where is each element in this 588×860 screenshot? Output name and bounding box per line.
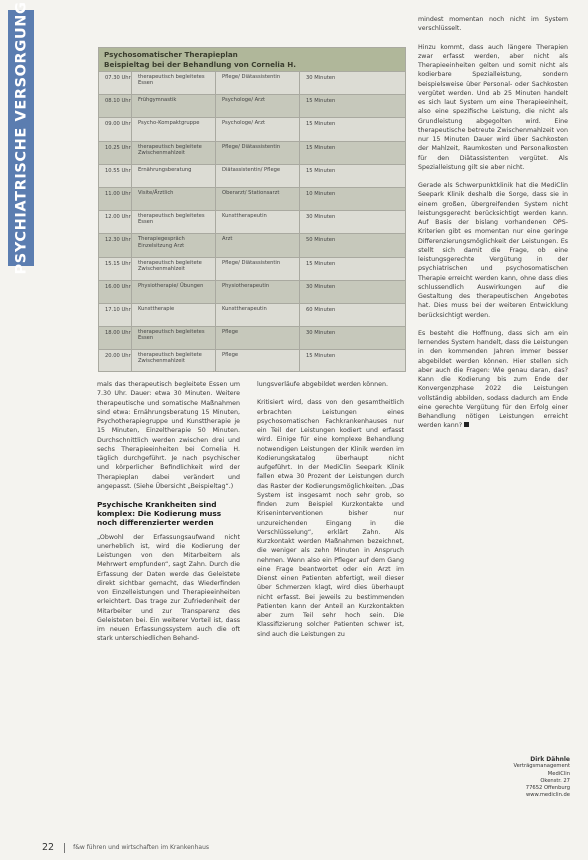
schedule-activity: therapeutisch begleitetes Essen	[132, 327, 216, 349]
schedule-row	[99, 233, 405, 256]
schedule-duration: 15 Minuten	[306, 167, 336, 174]
schedule-activity: Ernährungsberatung	[132, 165, 216, 187]
text-column-2	[257, 380, 404, 648]
schedule-time: 11.00 Uhr	[99, 188, 132, 210]
schedule-staff: Diätassistentin/ Pflege	[216, 165, 300, 187]
page-footer	[42, 842, 209, 853]
therapy-schedule-table	[98, 47, 406, 372]
schedule-row	[99, 141, 405, 164]
schedule-row	[99, 280, 405, 303]
schedule-duration: 15 Minuten	[306, 98, 336, 105]
schedule-staff: Physiotherapeutin	[216, 281, 300, 303]
schedule-activity: Kunsttherapie	[132, 304, 216, 326]
schedule-duration: 15 Minuten	[306, 144, 336, 151]
author-line: 77652 Offenburg	[525, 785, 570, 792]
schedule-duration: 30 Minuten	[306, 283, 336, 290]
schedule-duration: 10 Minuten	[306, 190, 336, 197]
schedule-duration: 30 Minuten	[306, 75, 336, 81]
schedule-staff: Kunsttherapeutin	[216, 304, 300, 326]
schedule-duration: 50 Minuten	[306, 237, 336, 244]
schedule-row	[99, 349, 405, 372]
schedule-time: 16.00 Uhr	[99, 281, 132, 303]
schedule-duration: 15 Minuten	[306, 353, 336, 360]
schedule-activity: therapeutisch begleitetes Essen	[132, 72, 216, 94]
schedule-staff: Psychologe/ Arzt	[216, 95, 300, 117]
schedule-activity: Frühgymnastik	[132, 95, 216, 117]
schedule-staff: Oberarzt/ Stationsarzt	[216, 188, 300, 210]
schedule-staff: Pflege/ Diätassistentin	[216, 142, 300, 164]
schedule-time: 12.30 Uhr	[99, 234, 132, 256]
paragraph: mindest momentan noch nicht im System verschlüsselt.	[418, 16, 568, 33]
author-line: Verträgsmanagement	[513, 763, 570, 770]
paragraph: Gerade als Schwerpunktklinik hat die MediClin Seepark Klinik deshalb die Sorge, dass sie in einem großen, übergreifenden System nicht leistungsgerecht berücksichtigt werden kann. Auf Basis der bislang vorhandenen OPS-Kriterien gibt es momentan nur eine geringe Differenzierungsmöglichkeit der Leistungen. Es stellt sich damit die Frage, ob eine leistungsgerechte Vergütung in der psychiatrischen und psychosomatischen Therapie erreicht werden kann, ohne dass dies schlussendlich Auswirkungen auf die Gestaltung des therapeutischen Angebotes hat. Dies muss bei der weiteren Entwicklung berücksichtigt werden.	[418, 182, 568, 319]
schedule-time: 07.30 Uhr	[99, 72, 132, 94]
schedule-activity: therapeutisch begleitete Zwischenmahlzeit	[132, 142, 216, 164]
paragraph: Kritisiert wird, dass von den gesamtheitlich erbrachten Leistungen eines psychosomatischen Fachkrankenhauses nur ein Teil der Leistungen kodiert und erfasst wird. Einige für eine komplexe Behandlung notwendigen Leistungen der Klinik werden im Kodierungskatalog überhaupt nicht aufgeführt. In der MediClin Seepark Klinik fallen etwa 30 Prozent der Leistungen durch das Raster der Kodierungsmöglichkeiten. „Das System ist insgesamt noch sehr grob, so finden zum Beispiel Kurzkontakte und Kriseninterventionen bisher nur unzureichenden Eingang in die Verschlüsselung“, erklärt Zahn. Als Kurzkontakt werden Maßnahmen bezeichnet, die weniger als zehn Minuten in Anspruch nehmen. Wenn also ein Pfleger auf dem Gang eine Frage beantwortet oder ein Arzt im Dienst einen Patienten abfertigt, weil dieser über Schmerzen klagt, wird dies überhaupt nicht erfasst. Bei jeweils zu bestimmenden Patienten kann der Anteil an Kurzkontakten aber zum Teil sehr hoch sein. Die Klassifizierung solcher Patienten schwer ist, sind auch die Leistungen zu	[257, 399, 404, 638]
author-line: Okenstr. 27	[540, 777, 570, 784]
schedule-duration: 15 Minuten	[306, 260, 336, 267]
schedule-row	[99, 210, 405, 233]
author-name: Dirk Dähnle	[530, 756, 570, 763]
schedule-staff: Pflege/ Diätassistentin	[216, 258, 300, 280]
schedule-duration: 30 Minuten	[306, 330, 336, 337]
schedule-row	[99, 94, 405, 117]
schedule-row	[99, 187, 405, 210]
author-line: MediClin	[547, 770, 570, 777]
schedule-header	[99, 48, 405, 71]
paragraph: Hinzu kommt, dass auch längere Therapien zwar erfasst werden, aber nicht als Therapieeinheiten gelten und somit nicht als kodierbare Spezialleistung, sondern beispielsweise über Personal- oder Sachkosten vergütet werden. Und ab 25 Minuten handelt es sich laut System um eine Therapieeinheit, also eine spezifische Leistung, die nicht als Grundleistung abgegolten wird. Eine therapeutische betreute Zwischenmahlzeit von nur 15 Minuten Dauer wird über Sachkosten der Mahlzeit, Raumkosten und Personalkosten für den Diätassistenten vergütet. Als Spezialleistung gilt sie aber nicht.	[418, 43, 568, 171]
page-number: 22	[42, 842, 55, 853]
end-mark-icon	[464, 422, 469, 427]
schedule-time: 10.25 Uhr	[99, 142, 132, 164]
paragraph-text: Es besteht die Hoffnung, dass sich am ein lernendes System handelt, dass die Leistungen in den kommenden Jahren immer besser abgebildet werden können. Hier stellen sich aber auch die Fragen: Wie genau daran, das? Kann die Kodierung bis zum Ende der Konvergenzphase 2022 die Leistungen vollständig abbilden, sodass dadurch am Ende eine gerechte Vergütung für den Erfolg einer Behandlung nötigen Leistungen erreicht werden kann?	[418, 329, 568, 430]
schedule-row	[99, 257, 405, 280]
paragraph: lungsverläufe abgebildet werden können.	[257, 381, 388, 388]
publication-name: f&w führen und wirtschaften im Krankenhaus	[73, 844, 209, 851]
schedule-duration: 30 Minuten	[306, 214, 336, 221]
schedule-activity: therapeutisch begleitete Zwischenmahlzeit	[132, 350, 216, 372]
schedule-staff: Pflege/ Diätassistentin	[216, 72, 300, 94]
schedule-staff: Kunsttherapeutin	[216, 211, 300, 233]
schedule-time: 17.10 Uhr	[99, 304, 132, 326]
schedule-row	[99, 164, 405, 187]
schedule-rows	[99, 71, 405, 372]
schedule-row	[99, 303, 405, 326]
schedule-staff: Psychologe/ Arzt	[216, 118, 300, 140]
schedule-time: 10.55 Uhr	[99, 165, 132, 187]
text-column-1	[97, 380, 240, 653]
schedule-activity: therapeutisch begleitete Zwischenmahlzeit	[132, 258, 216, 280]
schedule-time: 15.15 Uhr	[99, 258, 132, 280]
schedule-staff: Pflege	[216, 350, 300, 372]
schedule-activity: Physiotherapie/ Übungen	[132, 281, 216, 303]
section-tab	[8, 1, 34, 275]
schedule-row	[99, 71, 405, 94]
schedule-time: 12.00 Uhr	[99, 211, 132, 233]
schedule-time: 20.00 Uhr	[99, 350, 132, 372]
schedule-activity: Therapiegespräch Einzelsitzung Arzt	[132, 234, 216, 256]
paragraph: mals das therapeutisch begleitete Essen um 7.30 Uhr. Dauer: etwa 30 Minuten. Weitere therapeutische und somatische Maßnahmen sind etwa: Ernährungsberatung 15 Minuten, Psychotherapiegruppe und Kunsttherapie je 15 Minuten, Einzeltherapie 50 Minuten. Durchschnittlich werden zwischen drei und sechs Therapieeinheiten bei Cornelia H. täglich durchgeführt. Je nach psychischer und körperlicher Befindlichkeit wird der Therapieplan dabei verändert und angepasst. (Siehe Übersicht „Beispieltag“.)	[97, 381, 240, 490]
schedule-time: 09.00 Uhr	[99, 118, 132, 140]
subheading: Psychische Krankheiten sind komplex: Die Kodierung muss noch differenzierter werden	[97, 500, 222, 528]
schedule-time: 18.00 Uhr	[99, 327, 132, 349]
schedule-row	[99, 326, 405, 349]
schedule-time: 08.10 Uhr	[99, 95, 132, 117]
schedule-activity: therapeutisch begleitetes Essen	[132, 211, 216, 233]
schedule-activity: Psycho-Kompaktgruppe	[132, 118, 216, 140]
footer-divider	[64, 843, 65, 853]
schedule-duration: 15 Minuten	[306, 121, 336, 128]
paragraph-final	[418, 329, 568, 431]
schedule-subtitle: Beispieltag bei der Behandlung von Cornelia H.	[104, 59, 296, 69]
schedule-row	[99, 117, 405, 140]
schedule-duration: 60 Minuten	[306, 306, 336, 313]
paragraph: „Obwohl der Erfassungsaufwand nicht unerheblich ist, wird die Kodierung der Leistungen von den Mitarbeitern als Mehrwert empfunden“, sagt Zahn. Durch die Erfassung der Daten werde das Geleistete direkt sichtbar gemacht, das Wiederfinden von Einzelleistungen und Therapieeinheiten erleichtert. Das trage zur Zufriedenheit der Mitarbeiter und zur Transparenz des Geleisteten bei. Ein weiterer Vorteil ist, dass im neuen Erfassungssystem auch die oft stark unterschiedlichen Behand-	[97, 533, 240, 643]
schedule-title: Psychosomatischer Therapieplan	[104, 50, 238, 59]
text-column-3	[418, 15, 568, 440]
schedule-activity: Visite/Ärztlich	[132, 188, 216, 210]
author-box	[490, 756, 570, 800]
section-tab-label: PSYCHIATRISCHE VERSORGUNG	[13, 1, 30, 275]
schedule-staff: Pflege	[216, 327, 300, 349]
schedule-staff: Arzt	[216, 234, 300, 256]
author-line: www.mediclin.de	[525, 792, 570, 799]
